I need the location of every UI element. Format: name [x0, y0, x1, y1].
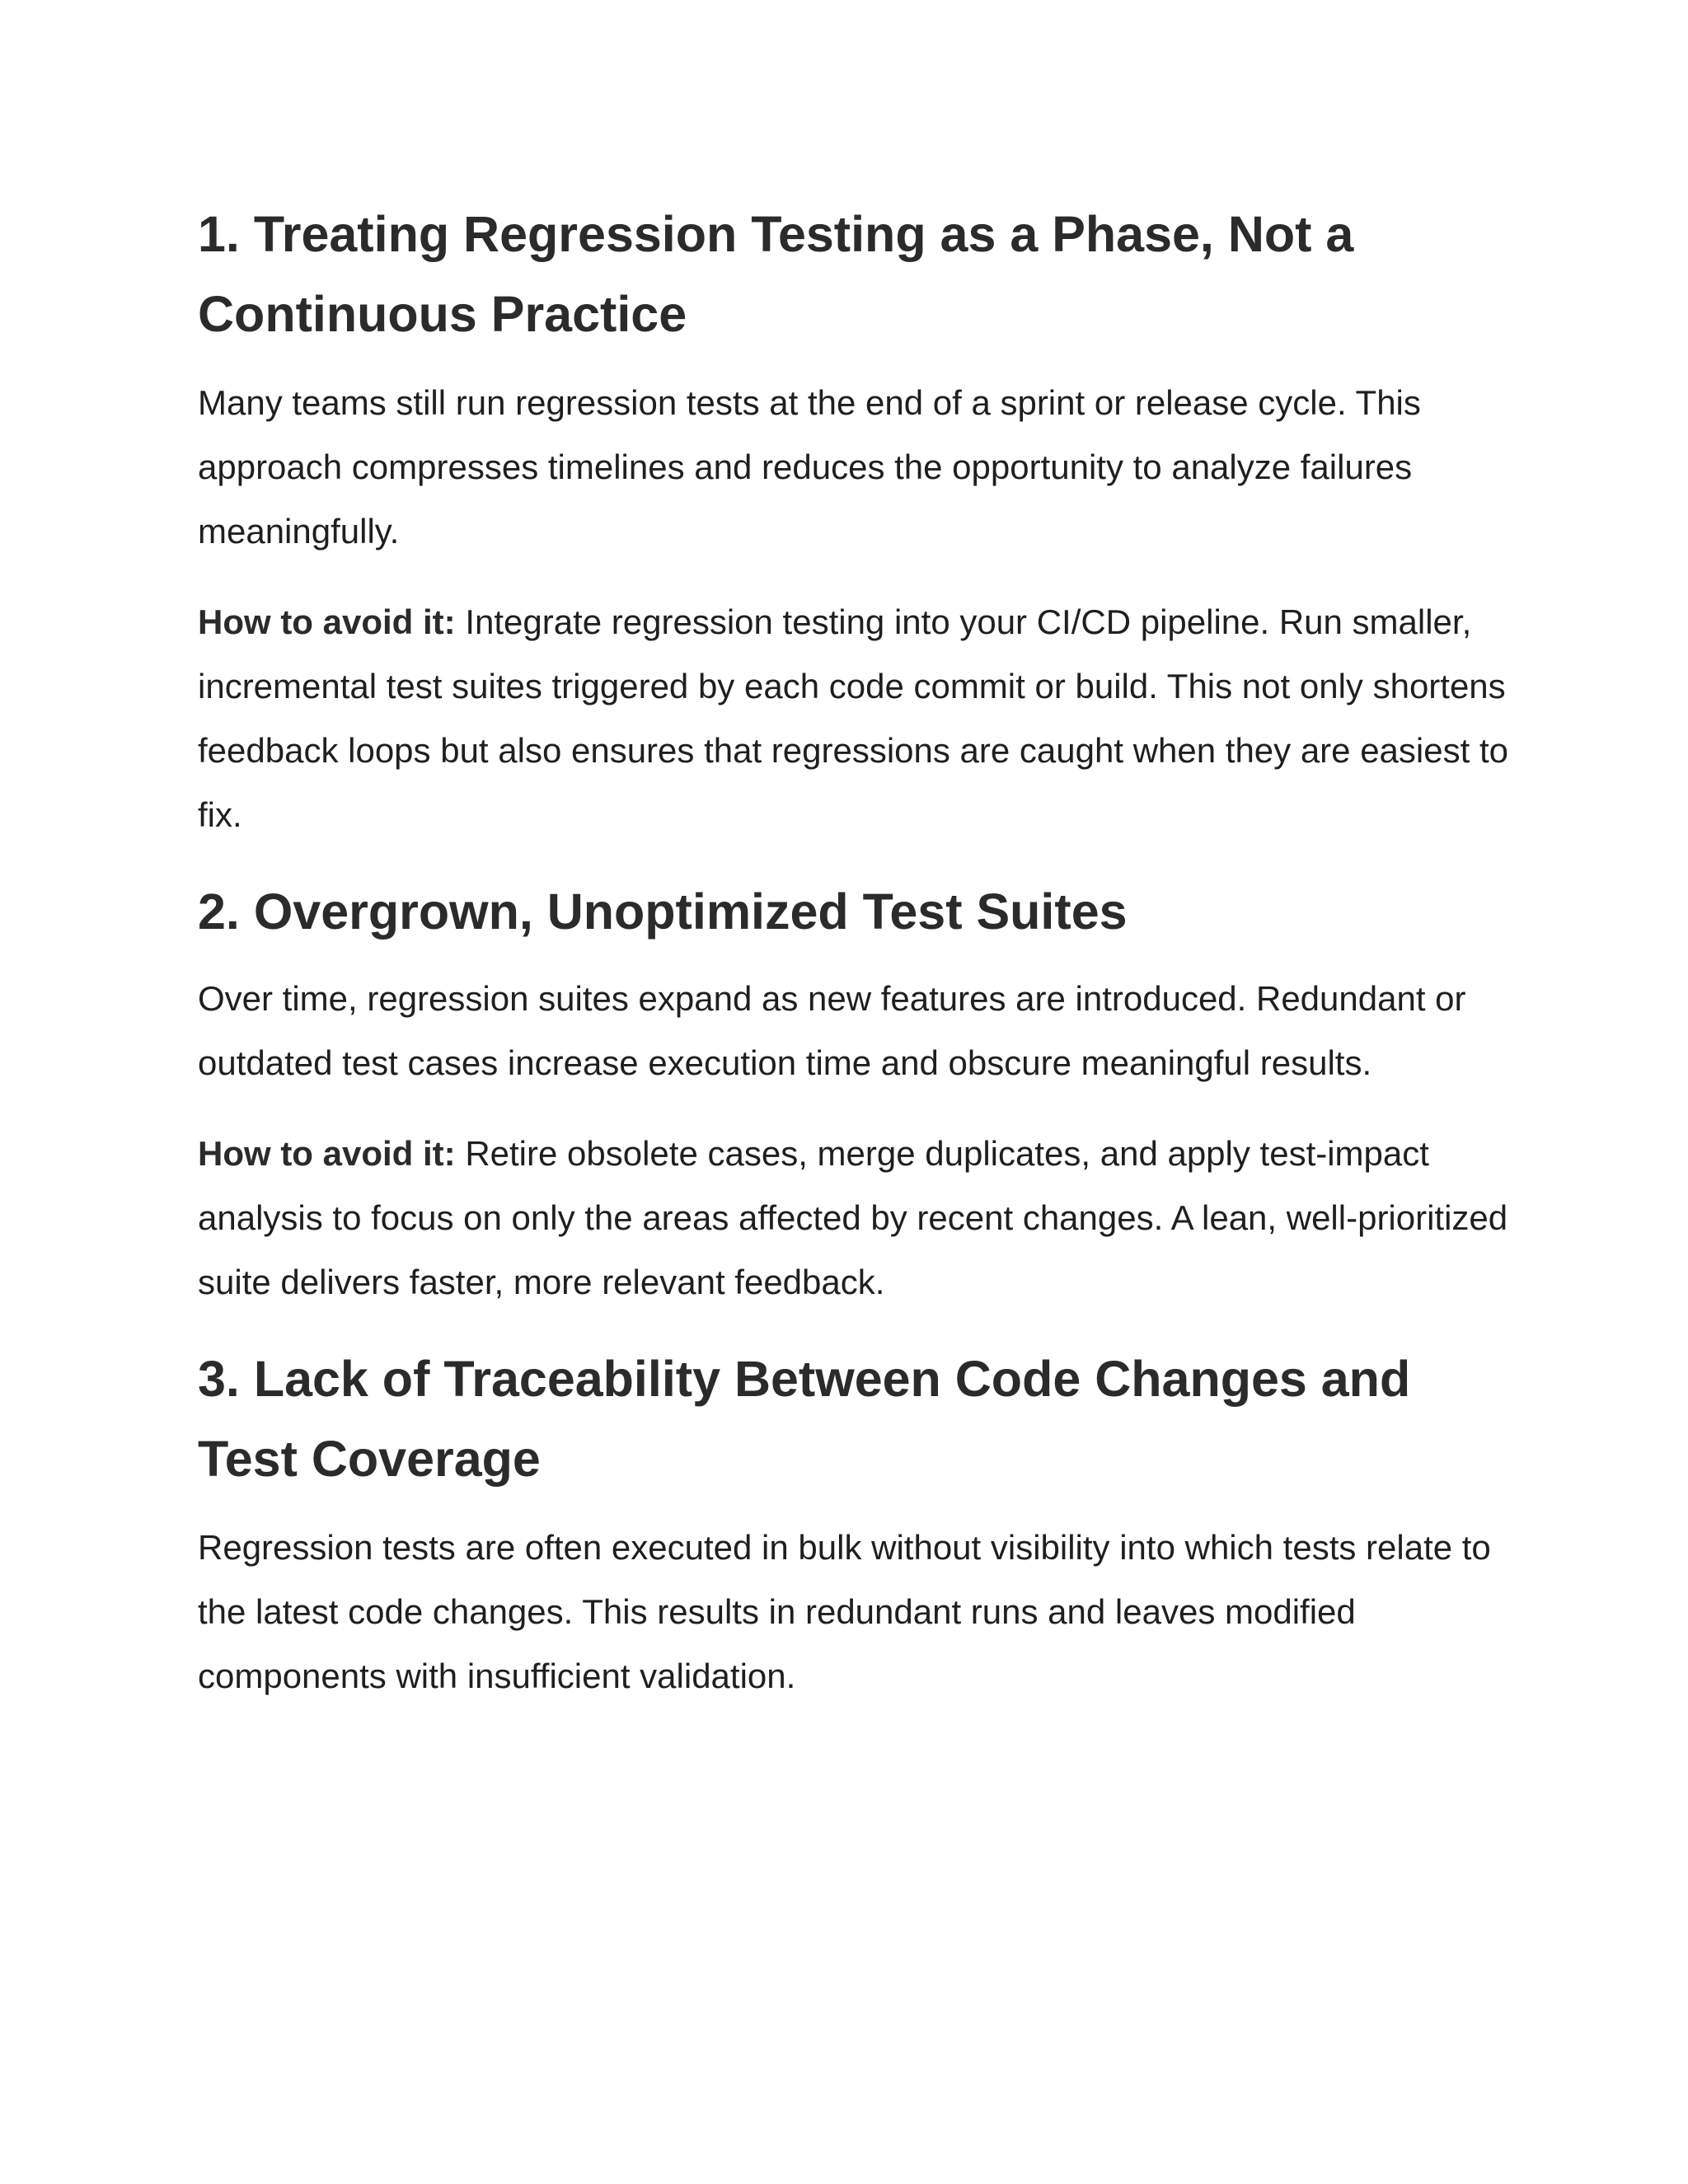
- section-2-avoid-paragraph: [198, 1122, 1517, 1315]
- section-2-avoid-lead: How to avoid it:: [198, 1134, 456, 1173]
- section-1-heading: 1. Treating Regression Testing as a Phase, Not a Continuous Practice: [198, 206, 1354, 342]
- section-2-heading: 2. Overgrown, Unoptimized Test Suites: [198, 883, 1128, 940]
- section-1-avoid-text: Integrate regression testing into your CI/CD pipeline. Run smaller, incremental test suites triggered by each code commit or build. This not only shortens feedback loops but also ensures that regressions are caught when they are easiest to fix.: [198, 602, 1508, 834]
- document-page: [198, 194, 1517, 1708]
- section-3-heading: 3. Lack of Traceability Between Code Changes and Test Coverage: [198, 1351, 1411, 1487]
- section-2-avoid-text: Retire obsolete cases, merge duplicates, and apply test-impact analysis to focus on only the areas affected by recent changes. A lean, well-prioritized suite delivers faster, more relevant feedback.: [198, 1134, 1508, 1301]
- section-3-paragraph: Regression tests are often executed in bulk without visibility into which tests relate to the latest code changes. This results in redundant runs and leaves modified components with insufficient validation.: [198, 1528, 1491, 1695]
- section-1-avoid-paragraph: [198, 590, 1517, 847]
- section-2-paragraph: Over time, regression suites expand as new features are introduced. Redundant or outdated test cases increase execution time and obscure meaningful results.: [198, 979, 1466, 1082]
- section-1-paragraph: Many teams still run regression tests at the end of a sprint or release cycle. This approach compresses timelines and reduces the opportunity to analyze failures meaningfully.: [198, 383, 1421, 551]
- section-1-avoid-lead: How to avoid it:: [198, 602, 456, 641]
